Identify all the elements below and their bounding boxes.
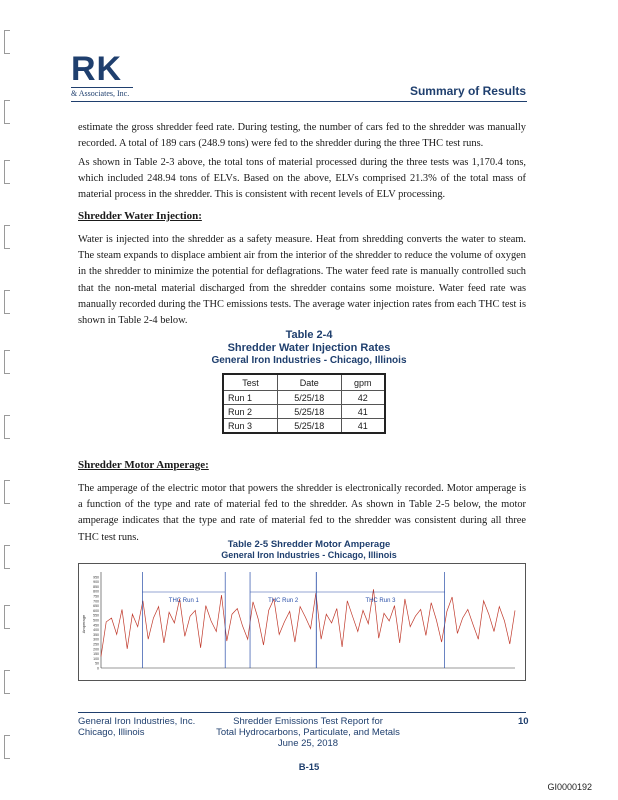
company-logo — [71, 52, 133, 98]
y-tick-label: 800 — [93, 589, 99, 594]
table-header-row — [223, 374, 385, 391]
run-label: THC Run 3 — [365, 598, 396, 604]
paragraph-motor-amperage: The amperage of the electric motor that powers the shredder is electronically recorded. Motor amperage is a function of the type and rate of material fed to the shredder. As shown in Table 2-5 below, the motor amperage indicates that the type and rate of material fed to the shredder was consistent during all three THC test runs. — [78, 483, 526, 543]
y-tick-label: 150 — [93, 652, 99, 657]
paragraph-water-injection: Water is injected into the shredder as a safety measure. Heat from shredding converts the water to steam. The steam expands to displace ambient air from the interior of the shredder to reduce the volume of oxygen in the shredder to minimize the potential for deflagrations. The water feed rate is manually controlled such that the non-metal material discharged from the shredder contains some moisture. Water feed rate was manually recorded during the THC emissions tests. The average water injection rates from each THC test is shown in Table 2-4 below. — [78, 234, 526, 327]
heading-water-injection: Shredder Water Injection: — [78, 210, 202, 222]
y-tick-label: 950 — [93, 575, 99, 580]
paragraph-material-total: As shown in Table 2-3 above, the total tons of material processed during the three tests was 1,170.4 tons, which included 248.94 tons of ELVs. Based on the above, ELVs comprised 21.3% of the total mass of material process in the shredder. This is consistent with recent levels of ELV processing. — [78, 157, 526, 201]
water-injection-table — [222, 373, 386, 434]
amperage-chart — [78, 563, 526, 681]
cell-gpm: 42 — [341, 391, 385, 405]
table-row — [223, 405, 385, 419]
y-tick-label: 900 — [93, 580, 99, 585]
footer-report-subtitle: Total Hydrocarbons, Particulate, and Metals — [216, 727, 400, 738]
cell-gpm: 41 — [341, 405, 385, 419]
logo-subtitle: & Associates, Inc. — [71, 87, 133, 98]
y-tick-label: 300 — [93, 637, 99, 642]
y-axis-label: Amperage — [81, 614, 86, 634]
section-title: Summary of Results — [409, 84, 526, 98]
footer-report-title: Shredder Emissions Test Report for — [233, 716, 383, 727]
y-tick-label: 650 — [93, 604, 99, 609]
heading-motor-amperage: Shredder Motor Amperage: — [78, 459, 209, 471]
y-tick-label: 850 — [93, 584, 99, 589]
footer-report-date: June 25, 2018 — [277, 738, 339, 749]
binder-margin — [2, 0, 16, 800]
table-2-4-title: Shredder Water Injection Rates — [227, 342, 391, 354]
header-divider — [71, 101, 527, 102]
paragraph-feed-rate: estimate the gross shredder feed rate. During testing, the number of cars fed to the shredder was manually recorded. A total of 189 cars (248.9 tons) were fed to the shredder during the three THC test runs. — [78, 122, 526, 150]
y-tick-label: 400 — [93, 628, 99, 633]
amperage-series-line — [101, 589, 515, 656]
y-tick-label: 450 — [93, 623, 99, 628]
cell-test: Run 1 — [223, 391, 278, 405]
amperage-chart-svg — [79, 564, 525, 680]
chart-title: Table 2-5 Shredder Motor Amperage — [227, 539, 391, 550]
y-tick-label: 50 — [95, 661, 99, 666]
col-gpm: gpm — [341, 374, 385, 391]
y-tick-label: 250 — [93, 642, 99, 647]
cell-date: 5/25/18 — [278, 391, 341, 405]
cell-gpm: 41 — [341, 419, 385, 434]
y-tick-label: 0 — [97, 666, 99, 671]
appendix-page-label: B-15 — [298, 762, 320, 773]
table-2-4-number: Table 2-4 — [285, 329, 333, 341]
y-tick-label: 700 — [93, 599, 99, 604]
chart-subtitle: General Iron Industries - Chicago, Illinois — [221, 550, 397, 560]
table-row — [223, 419, 385, 434]
col-date: Date — [278, 374, 341, 391]
footer-company: General Iron Industries, Inc. — [78, 716, 196, 727]
col-test: Test — [223, 374, 278, 391]
footer-divider — [78, 712, 526, 713]
table-row — [223, 391, 385, 405]
cell-date: 5/25/18 — [278, 419, 341, 434]
y-tick-label: 200 — [93, 647, 99, 652]
cell-test: Run 3 — [223, 419, 278, 434]
y-tick-label: 100 — [93, 656, 99, 661]
footer-page-number: 10 — [518, 716, 529, 727]
y-tick-label: 350 — [93, 632, 99, 637]
y-tick-label: 750 — [93, 594, 99, 599]
run-label: THC Run 1 — [168, 598, 199, 604]
y-tick-label: 550 — [93, 613, 99, 618]
document-id: GI0000192 — [547, 782, 592, 792]
logo-text: RK — [71, 50, 123, 88]
footer-location: Chicago, Illinois — [78, 727, 145, 738]
cell-date: 5/25/18 — [278, 405, 341, 419]
y-tick-label: 600 — [93, 608, 99, 613]
cell-test: Run 2 — [223, 405, 278, 419]
y-tick-label: 500 — [93, 618, 99, 623]
run-label: THC Run 2 — [268, 598, 299, 604]
table-2-4-subtitle: General Iron Industries - Chicago, Illinois — [211, 355, 407, 366]
